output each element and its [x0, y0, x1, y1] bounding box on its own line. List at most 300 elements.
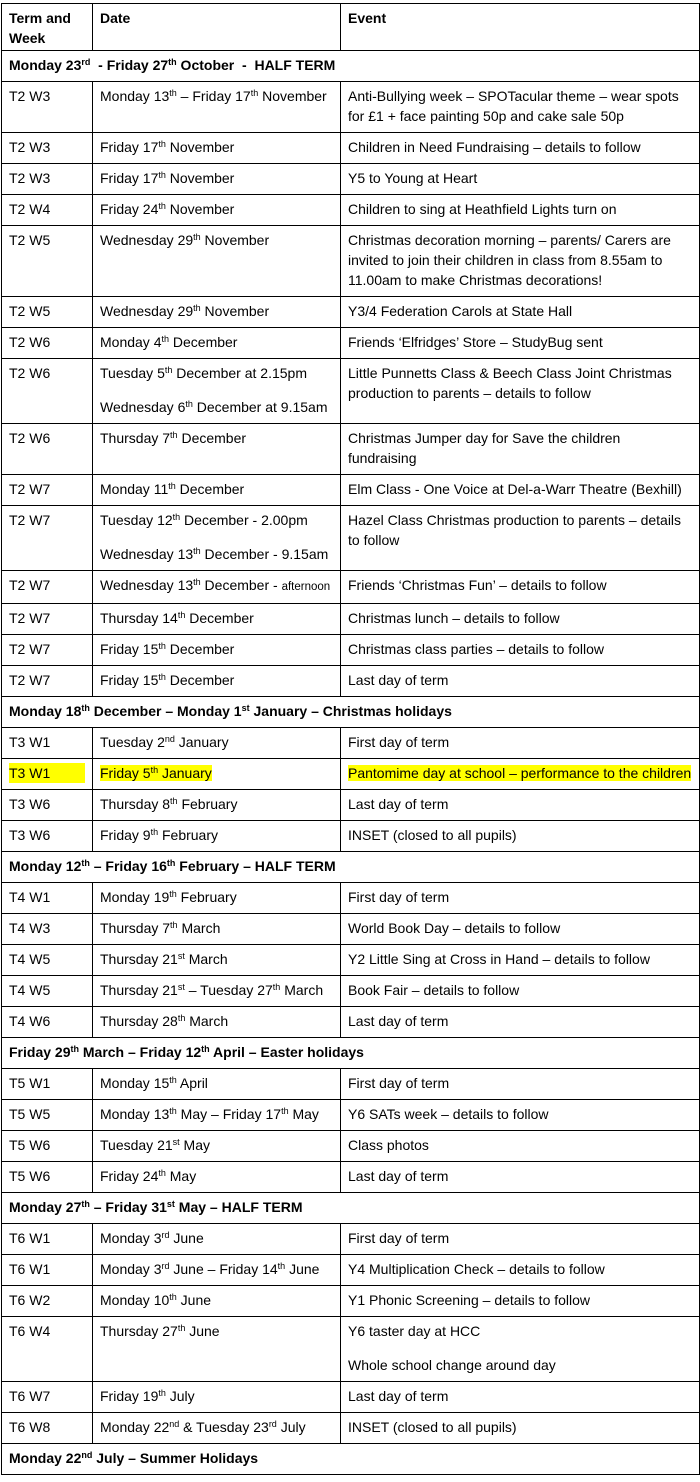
- event-text: Christmas decoration morning – parents/ Carers are invited to join their children in class from 8.55am to 11.00am to make Christmas decorations!: [348, 232, 671, 288]
- event-cell: [341, 164, 700, 195]
- term-cell: [2, 133, 93, 164]
- event-cell: [341, 945, 700, 976]
- term-paragraph: [9, 980, 85, 1000]
- term-cell: [2, 759, 93, 790]
- event-paragraph: [348, 1259, 692, 1279]
- event-cell: [341, 635, 700, 666]
- event-row: [2, 297, 700, 328]
- event-text: Children in Need Fundraising – details to follow: [348, 139, 641, 155]
- event-cell: [341, 1131, 700, 1162]
- event-row: [2, 604, 700, 635]
- term-paragraph: [9, 1228, 85, 1248]
- event-text: Class photos: [348, 1137, 429, 1153]
- event-cell: [341, 506, 700, 571]
- term-paragraph: [9, 1417, 85, 1437]
- term-text: T4 W3: [9, 920, 51, 936]
- term-text: T5 W5: [9, 1106, 51, 1122]
- term-text: T5 W6: [9, 1168, 51, 1184]
- event-row: [2, 328, 700, 359]
- event-cell: [341, 475, 700, 506]
- section-title-text: Monday 22nd July – Summer Holidays: [9, 1450, 259, 1466]
- date-text: Friday 5th January: [100, 765, 212, 781]
- event-row: [2, 475, 700, 506]
- event-row: [2, 1100, 700, 1131]
- event-cell: [341, 1317, 700, 1382]
- term-text: T2 W5: [9, 232, 51, 248]
- date-paragraph: [100, 397, 333, 417]
- term-paragraph: [9, 301, 85, 321]
- event-paragraph: [348, 1417, 692, 1437]
- event-cell: [341, 1413, 700, 1444]
- event-paragraph: [348, 86, 692, 126]
- date-text: Friday 17th November: [100, 170, 235, 186]
- event-cell: [341, 328, 700, 359]
- event-row: [2, 666, 700, 697]
- event-paragraph: [348, 1321, 692, 1341]
- event-row: [2, 1413, 700, 1444]
- event-cell: [341, 195, 700, 226]
- event-row: [2, 1007, 700, 1038]
- date-cell: [93, 164, 341, 195]
- term-paragraph: [9, 763, 85, 783]
- date-cell: [93, 1255, 341, 1286]
- event-text: Book Fair – details to follow: [348, 982, 520, 998]
- date-cell: [93, 1100, 341, 1131]
- date-cell: [93, 424, 341, 475]
- date-cell: [93, 728, 341, 759]
- event-text: Y6 taster day at HCC: [348, 1323, 481, 1339]
- date-text: Friday 9th February: [100, 827, 219, 843]
- term-paragraph: [9, 479, 85, 499]
- date-paragraph: [100, 949, 333, 969]
- section-title-cell: [2, 51, 700, 82]
- event-cell: [341, 1069, 700, 1100]
- term-cell: [2, 328, 93, 359]
- term-text: T4 W5: [9, 982, 51, 998]
- event-paragraph: [348, 670, 692, 690]
- event-text: Y1 Phonic Screening – details to follow: [348, 1292, 591, 1308]
- date-text: Thursday 21st March: [100, 951, 228, 967]
- date-paragraph: [100, 1228, 333, 1248]
- event-cell: [341, 133, 700, 164]
- term-cell: [2, 1007, 93, 1038]
- date-paragraph: [100, 510, 333, 530]
- event-text: World Book Day – details to follow: [348, 920, 561, 936]
- term-text: T3 W1: [9, 763, 85, 783]
- date-cell: [93, 1224, 341, 1255]
- term-paragraph: [9, 86, 85, 106]
- event-cell: [341, 226, 700, 297]
- date-cell: [93, 226, 341, 297]
- date-paragraph: [100, 980, 333, 1000]
- term-text: T6 W1: [9, 1230, 51, 1246]
- event-text: Last day of term: [348, 1168, 449, 1184]
- term-text: T2 W5: [9, 303, 51, 319]
- event-row: [2, 759, 700, 790]
- date-paragraph: [100, 544, 333, 564]
- event-paragraph: [348, 1166, 692, 1186]
- event-cell: [341, 759, 700, 790]
- term-cell: [2, 666, 93, 697]
- event-row: [2, 883, 700, 914]
- event-row: [2, 82, 700, 133]
- event-text: Y3/4 Federation Carols at State Hall: [348, 303, 573, 319]
- date-cell: [93, 475, 341, 506]
- date-paragraph: [100, 918, 333, 938]
- school-calendar-table: [1, 3, 700, 1475]
- event-row: [2, 1131, 700, 1162]
- term-text: T2 W3: [9, 139, 51, 155]
- term-paragraph: [9, 670, 85, 690]
- event-paragraph: [348, 1386, 692, 1406]
- date-paragraph: [100, 86, 333, 106]
- date-text: Monday 15th April: [100, 1075, 208, 1091]
- event-cell: [341, 1007, 700, 1038]
- event-paragraph: [348, 949, 692, 969]
- event-text: Friends ‘Elfridges’ Store – StudyBug sent: [348, 334, 603, 350]
- date-text: Thursday 21st – Tuesday 27th March: [100, 982, 324, 998]
- event-paragraph: [348, 794, 692, 814]
- event-row: [2, 821, 700, 852]
- event-text: First day of term: [348, 734, 450, 750]
- date-paragraph: [100, 301, 333, 321]
- term-cell: [2, 914, 93, 945]
- event-text: Christmas class parties – details to follow: [348, 641, 604, 657]
- term-cell: [2, 1286, 93, 1317]
- event-cell: [341, 883, 700, 914]
- event-text: Christmas lunch – details to follow: [348, 610, 560, 626]
- event-paragraph: [348, 608, 692, 628]
- section-title-cell: [2, 1444, 700, 1475]
- date-paragraph: [100, 428, 333, 448]
- date-cell: [93, 604, 341, 635]
- term-text: T2 W6: [9, 334, 51, 350]
- term-cell: [2, 1317, 93, 1382]
- term-cell: [2, 195, 93, 226]
- col-header-label: Date: [100, 10, 131, 26]
- term-cell: [2, 82, 93, 133]
- event-paragraph: [348, 332, 692, 352]
- event-row: [2, 1317, 700, 1382]
- event-paragraph: [348, 301, 692, 321]
- term-cell: [2, 1255, 93, 1286]
- term-paragraph: [9, 332, 85, 352]
- section-title-cell: [2, 1193, 700, 1224]
- date-text: Wednesday 13th December - 9.15am: [100, 546, 329, 562]
- date-cell: [93, 1162, 341, 1193]
- event-paragraph: [348, 1135, 692, 1155]
- date-paragraph: [100, 1290, 333, 1310]
- event-row: [2, 226, 700, 297]
- term-text: T2 W7: [9, 481, 51, 497]
- event-text: Children to sing at Heathfield Lights turn on: [348, 201, 617, 217]
- term-text: T5 W1: [9, 1075, 51, 1091]
- date-paragraph: [100, 1073, 333, 1093]
- term-paragraph: [9, 1104, 85, 1124]
- event-paragraph: [348, 887, 692, 907]
- event-row: [2, 1382, 700, 1413]
- section-row: [2, 1038, 700, 1069]
- event-row: [2, 1162, 700, 1193]
- section-row: [2, 1444, 700, 1475]
- term-paragraph: [9, 1259, 85, 1279]
- date-paragraph: [100, 763, 333, 783]
- date-paragraph: [100, 230, 333, 250]
- event-cell: [341, 1255, 700, 1286]
- date-paragraph: [100, 1417, 333, 1437]
- term-paragraph: [9, 949, 85, 969]
- date-text: Wednesday 13th December - afternoon: [100, 577, 331, 593]
- event-paragraph: [348, 1228, 692, 1248]
- event-text: First day of term: [348, 1230, 450, 1246]
- event-text: Y4 Multiplication Check – details to follow: [348, 1261, 605, 1277]
- term-text: T6 W1: [9, 1261, 51, 1277]
- term-paragraph: [9, 1073, 85, 1093]
- date-paragraph: [100, 794, 333, 814]
- section-title-cell: [2, 1038, 700, 1069]
- term-paragraph: [9, 168, 85, 188]
- event-text: Whole school change around day: [348, 1357, 556, 1373]
- section-row: [2, 697, 700, 728]
- term-paragraph: [9, 794, 85, 814]
- term-paragraph: [9, 732, 85, 752]
- date-paragraph: [100, 168, 333, 188]
- term-cell: [2, 821, 93, 852]
- section-title-text: Monday 27th – Friday 31st May – HALF TERM: [9, 1199, 303, 1215]
- term-cell: [2, 226, 93, 297]
- event-cell: [341, 1382, 700, 1413]
- section-title-text: Friday 29th March – Friday 12th April – Easter holidays: [9, 1044, 364, 1060]
- term-cell: [2, 164, 93, 195]
- date-text: Wednesday 29th November: [100, 303, 270, 319]
- event-row: [2, 635, 700, 666]
- date-paragraph: [100, 137, 333, 157]
- date-text: Tuesday 21st May: [100, 1137, 210, 1153]
- term-text: T2 W7: [9, 577, 51, 593]
- date-paragraph: [100, 1104, 333, 1124]
- section-title-text: Monday 18th December – Monday 1st January – Christmas holidays: [9, 703, 452, 719]
- event-text: Last day of term: [348, 1013, 449, 1029]
- section-title-text: Monday 23rd - Friday 27th October - HALF TERM: [9, 57, 336, 73]
- event-cell: [341, 1224, 700, 1255]
- event-cell: [341, 1162, 700, 1193]
- section-title-cell: [2, 697, 700, 728]
- event-cell: [341, 728, 700, 759]
- date-text: Monday 19th February: [100, 889, 237, 905]
- event-paragraph: [348, 199, 692, 219]
- event-cell: [341, 297, 700, 328]
- event-paragraph: [348, 1355, 692, 1375]
- event-text: Last day of term: [348, 672, 449, 688]
- term-text: T6 W2: [9, 1292, 51, 1308]
- event-text: Last day of term: [348, 1388, 449, 1404]
- event-cell: [341, 1286, 700, 1317]
- section-row: [2, 1193, 700, 1224]
- table-body: [2, 51, 700, 1475]
- date-cell: [93, 195, 341, 226]
- event-paragraph: [348, 363, 692, 403]
- term-cell: [2, 571, 93, 604]
- term-cell: [2, 1069, 93, 1100]
- section-row: [2, 51, 700, 82]
- date-text: Monday 11th December: [100, 481, 245, 497]
- event-text: Christmas Jumper day for Save the children fundraising: [348, 430, 621, 466]
- event-row: [2, 1224, 700, 1255]
- col-header-label: Event: [348, 10, 387, 26]
- event-text: INSET (closed to all pupils): [348, 1419, 517, 1435]
- term-cell: [2, 475, 93, 506]
- event-cell: [341, 1100, 700, 1131]
- date-cell: [93, 821, 341, 852]
- term-text: T2 W4: [9, 201, 51, 217]
- event-text: Little Punnetts Class & Beech Class Joint Christmas production to parents – details to follow: [348, 365, 672, 401]
- date-paragraph: [100, 1386, 333, 1406]
- date-text: Monday 4th December: [100, 334, 238, 350]
- term-text: T4 W5: [9, 951, 51, 967]
- date-text: Thursday 27th June: [100, 1323, 220, 1339]
- event-text: Last day of term: [348, 796, 449, 812]
- date-cell: [93, 883, 341, 914]
- term-text: T3 W6: [9, 827, 51, 843]
- event-row: [2, 976, 700, 1007]
- date-text: Wednesday 29th November: [100, 232, 270, 248]
- event-row: [2, 1255, 700, 1286]
- term-cell: [2, 1382, 93, 1413]
- event-row: [2, 728, 700, 759]
- date-cell: [93, 914, 341, 945]
- term-text: T2 W6: [9, 430, 51, 446]
- term-text: T2 W7: [9, 672, 51, 688]
- event-row: [2, 1069, 700, 1100]
- event-paragraph: [348, 732, 692, 752]
- event-cell: [341, 571, 700, 604]
- date-text: Tuesday 5th December at 2.15pm: [100, 365, 307, 381]
- event-paragraph: [348, 230, 692, 290]
- event-cell: [341, 82, 700, 133]
- event-row: [2, 1286, 700, 1317]
- term-text: T2 W7: [9, 512, 51, 528]
- date-cell: [93, 1286, 341, 1317]
- date-text: Monday 13th – Friday 17th November: [100, 88, 327, 104]
- section-title-cell: [2, 852, 700, 883]
- date-paragraph: [100, 732, 333, 752]
- term-text: T6 W7: [9, 1388, 51, 1404]
- date-paragraph: [100, 1321, 333, 1341]
- date-paragraph: [100, 670, 333, 690]
- date-text: Friday 24th May: [100, 1168, 197, 1184]
- term-text: T3 W6: [9, 796, 51, 812]
- event-paragraph: [348, 1104, 692, 1124]
- event-paragraph: [348, 1290, 692, 1310]
- event-row: [2, 424, 700, 475]
- event-cell: [341, 359, 700, 424]
- term-text: T2 W3: [9, 170, 51, 186]
- term-cell: [2, 790, 93, 821]
- term-paragraph: [9, 575, 85, 595]
- event-text: Y2 Little Sing at Cross in Hand – details to follow: [348, 951, 650, 967]
- term-paragraph: [9, 363, 85, 383]
- date-paragraph: [100, 887, 333, 907]
- event-text: Pantomime day at school – performance to the children: [348, 765, 692, 781]
- term-text: T4 W1: [9, 889, 51, 905]
- term-paragraph: [9, 428, 85, 448]
- date-text: Monday 3rd June – Friday 14th June: [100, 1261, 320, 1277]
- term-paragraph: [9, 887, 85, 907]
- event-cell: [341, 976, 700, 1007]
- date-text: Friday 24th November: [100, 201, 235, 217]
- event-paragraph: [348, 137, 692, 157]
- date-paragraph: [100, 1011, 333, 1031]
- term-paragraph: [9, 199, 85, 219]
- table-header-row: [2, 4, 700, 51]
- date-cell: [93, 945, 341, 976]
- date-cell: [93, 82, 341, 133]
- term-paragraph: [9, 510, 85, 530]
- term-text: T6 W4: [9, 1323, 51, 1339]
- term-text: T2 W7: [9, 641, 51, 657]
- date-paragraph: [100, 479, 333, 499]
- date-cell: [93, 571, 341, 604]
- event-paragraph: [348, 168, 692, 188]
- term-cell: [2, 297, 93, 328]
- event-row: [2, 359, 700, 424]
- term-cell: [2, 424, 93, 475]
- event-cell: [341, 666, 700, 697]
- event-text: First day of term: [348, 889, 450, 905]
- date-cell: [93, 759, 341, 790]
- event-cell: [341, 790, 700, 821]
- event-row: [2, 506, 700, 571]
- event-paragraph: [348, 1073, 692, 1093]
- date-cell: [93, 666, 341, 697]
- term-cell: [2, 1131, 93, 1162]
- event-text: Y6 SATs week – details to follow: [348, 1106, 549, 1122]
- term-paragraph: [9, 608, 85, 628]
- term-cell: [2, 883, 93, 914]
- date-cell: [93, 1069, 341, 1100]
- term-text: T5 W6: [9, 1137, 51, 1153]
- event-cell: [341, 424, 700, 475]
- term-cell: [2, 604, 93, 635]
- event-paragraph: [348, 639, 692, 659]
- date-text: Monday 10th June: [100, 1292, 212, 1308]
- date-cell: [93, 1382, 341, 1413]
- term-cell: [2, 1413, 93, 1444]
- term-cell: [2, 1162, 93, 1193]
- event-text: Y5 to Young at Heart: [348, 170, 478, 186]
- date-text: Thursday 8th February: [100, 796, 238, 812]
- date-text: Friday 17th November: [100, 139, 235, 155]
- event-row: [2, 914, 700, 945]
- date-paragraph: [100, 639, 333, 659]
- event-text: Anti-Bullying week – SPOTacular theme – wear spots for £1 + face painting 50p and cake sale 50p: [348, 88, 679, 124]
- term-paragraph: [9, 1135, 85, 1155]
- term-text: T3 W1: [9, 734, 51, 750]
- event-text: INSET (closed to all pupils): [348, 827, 517, 843]
- term-paragraph: [9, 1166, 85, 1186]
- date-text: Thursday 28th March: [100, 1013, 229, 1029]
- event-row: [2, 945, 700, 976]
- date-text: Monday 13th May – Friday 17th May: [100, 1106, 319, 1122]
- date-cell: [93, 133, 341, 164]
- event-row: [2, 790, 700, 821]
- event-cell: [341, 821, 700, 852]
- term-paragraph: [9, 1386, 85, 1406]
- term-paragraph: [9, 1290, 85, 1310]
- date-cell: [93, 359, 341, 424]
- date-cell: [93, 328, 341, 359]
- term-text: T6 W8: [9, 1419, 51, 1435]
